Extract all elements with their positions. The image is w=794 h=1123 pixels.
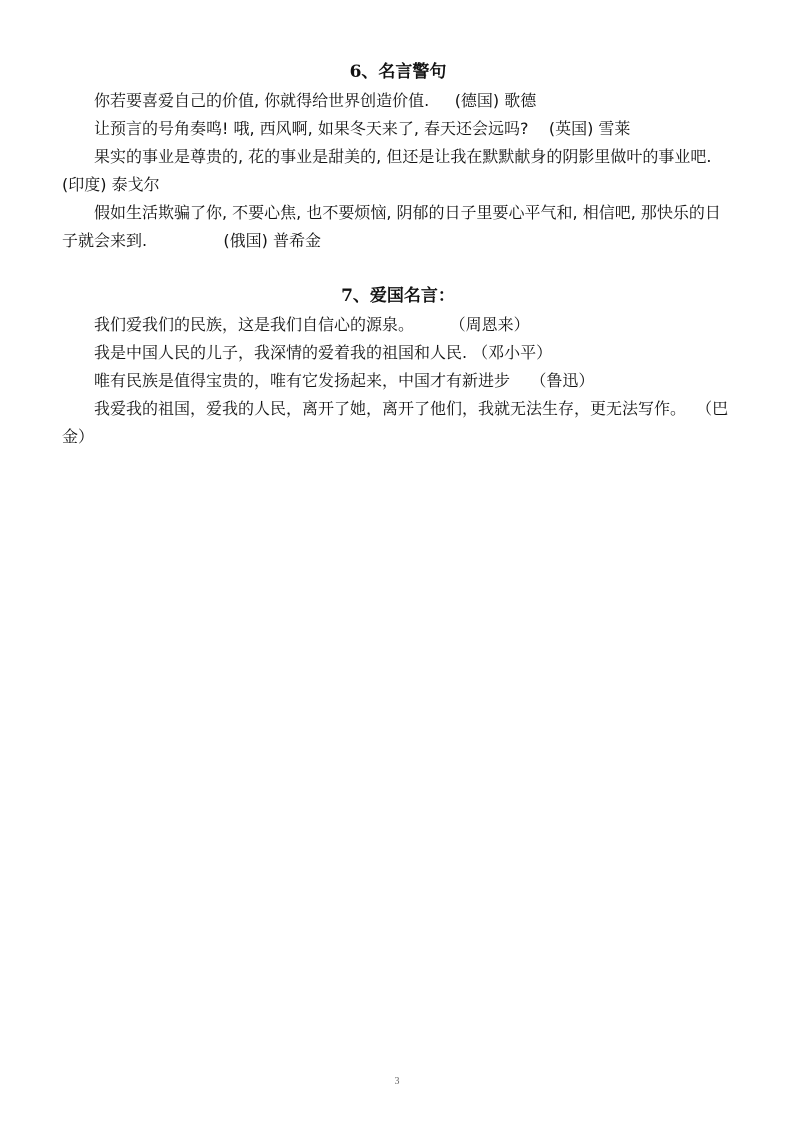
quote-paragraph: 我是中国人民的儿子，我深情的爱着我的祖国和人民. （邓小平）: [94, 343, 553, 362]
section-title: 7、爱国名言：: [341, 286, 455, 306]
quote-paragraph: 果实的事业是尊贵的, 花的事业是甜美的, 但还是让我在默默献身的阴影里做叶的事业吧. (印度) 泰戈尔: [62, 147, 758, 194]
section-title: 6、名言警句: [349, 62, 447, 82]
quote-paragraph: 假如生活欺骗了你, 不要心焦, 也不要烦恼, 阴郁的日子里要心平气和, 相信吧, 那快乐的日子就会来到. (俄国) 普希金: [62, 203, 721, 250]
quote-paragraph: 让预言的号角奏鸣! 哦, 西风啊, 如果冬天来了, 春天还会远吗? (英国) 雪莱: [94, 119, 631, 138]
quote-paragraph: 唯有民族是值得宝贵的，唯有它发扬起来，中国才有新进步 （鲁迅）: [94, 371, 595, 390]
section-patriotic-quotes: [62, 282, 734, 451]
document-page: [62, 58, 758, 451]
quote-paragraph: 我们爱我们的民族，这是我们自信心的源泉。 （周恩来）: [94, 315, 530, 334]
quote-paragraph: 你若要喜爱自己的价值, 你就得给世界创造价值. (德国) 歌德: [94, 91, 537, 110]
section-famous-quotes: [62, 58, 758, 255]
quote-paragraph: 我爱我的祖国，爱我的人民，离开了她，离开了他们，我就无法生存，更无法写作。 （巴金）: [62, 399, 729, 446]
section-gap: [62, 255, 734, 282]
page-number: 3: [394, 1076, 400, 1087]
